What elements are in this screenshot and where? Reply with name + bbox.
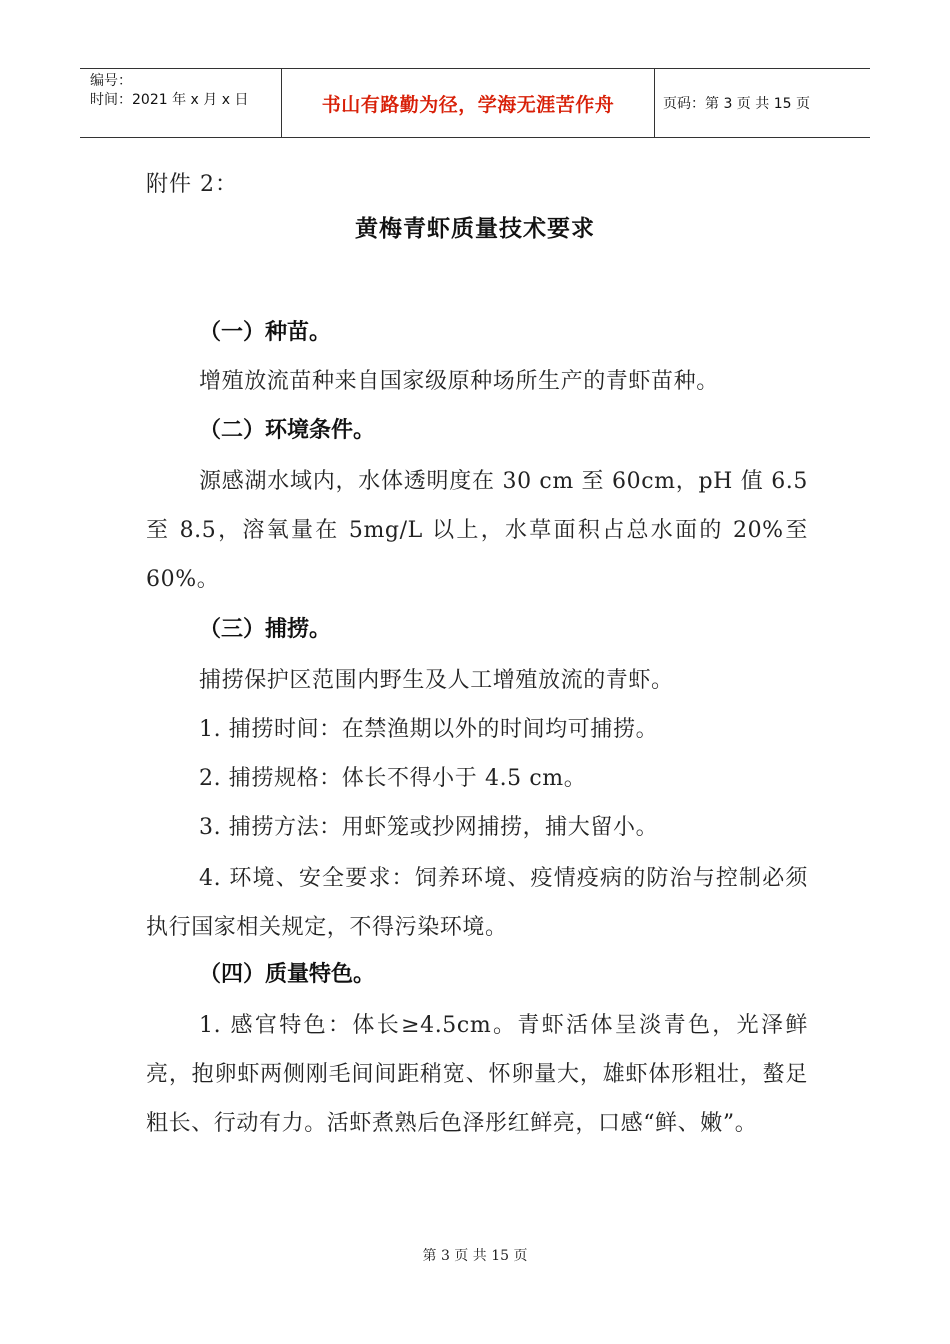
section-heading-quality: （四）质量特色。 xyxy=(199,961,376,987)
section-heading-seed: （一）种苗。 xyxy=(199,319,332,345)
paragraph-quality-sensory: 1. 感官特色：体长≥4.5cm。青虾活体呈淡青色，光泽鲜亮，抱卵虾两侧刚毛间间距稍宽、怀卵量大，雄虾体形粗壮，螯足粗长、行动有力。活虾煮熟后色泽彤红鲜亮，口感“鲜、嫩”。 xyxy=(146,1013,808,1136)
header-motto: 书山有路勤为径，学海无涯苦作舟 xyxy=(321,93,615,116)
document-title: 黄梅青虾质量技术要求 xyxy=(355,215,595,242)
paragraph-catch-size: 2. 捕捞规格：体长不得小于 4.5 cm。 xyxy=(199,766,587,791)
paragraph-catch-time: 1. 捕捞时间：在禁渔期以外的时间均可捕捞。 xyxy=(199,717,659,742)
paragraph-catch-method: 3. 捕捞方法：用虾笼或抄网捕捞，捕大留小。 xyxy=(199,815,659,840)
header-divider xyxy=(654,69,655,137)
section-heading-catch: （三）捕捞。 xyxy=(199,616,332,642)
time-label: 时间：2021 年 x 月 x 日 xyxy=(90,92,249,108)
attachment-label: 附件 2： xyxy=(146,172,238,197)
paragraph-catch-intro: 捕捞保护区范围内野生及人工增殖放流的青虾。 xyxy=(199,668,674,693)
header-page-info: 页码：第 3 页 共 15 页 xyxy=(663,96,810,112)
paragraph-seed: 增殖放流苗种来自国家级原种场所生产的青虾苗种。 xyxy=(199,369,719,394)
serial-label: 编号： xyxy=(90,73,132,89)
page-footer: 第 3 页 共 15 页 xyxy=(422,1248,528,1264)
section-heading-environment: （二）环境条件。 xyxy=(199,417,376,443)
paragraph-environment: 源感湖水域内，水体透明度在 30 cm 至 60cm，pH 值 6.5 至 8.5，溶氧量在 5mg/L 以上，水草面积占总水面的 20%至 60%。 xyxy=(146,469,808,592)
document-header xyxy=(80,68,870,138)
paragraph-catch-safety: 4. 环境、安全要求：饲养环境、疫情疫病的防治与控制必须执行国家相关规定，不得污染环境。 xyxy=(146,866,808,940)
header-meta xyxy=(90,72,280,110)
